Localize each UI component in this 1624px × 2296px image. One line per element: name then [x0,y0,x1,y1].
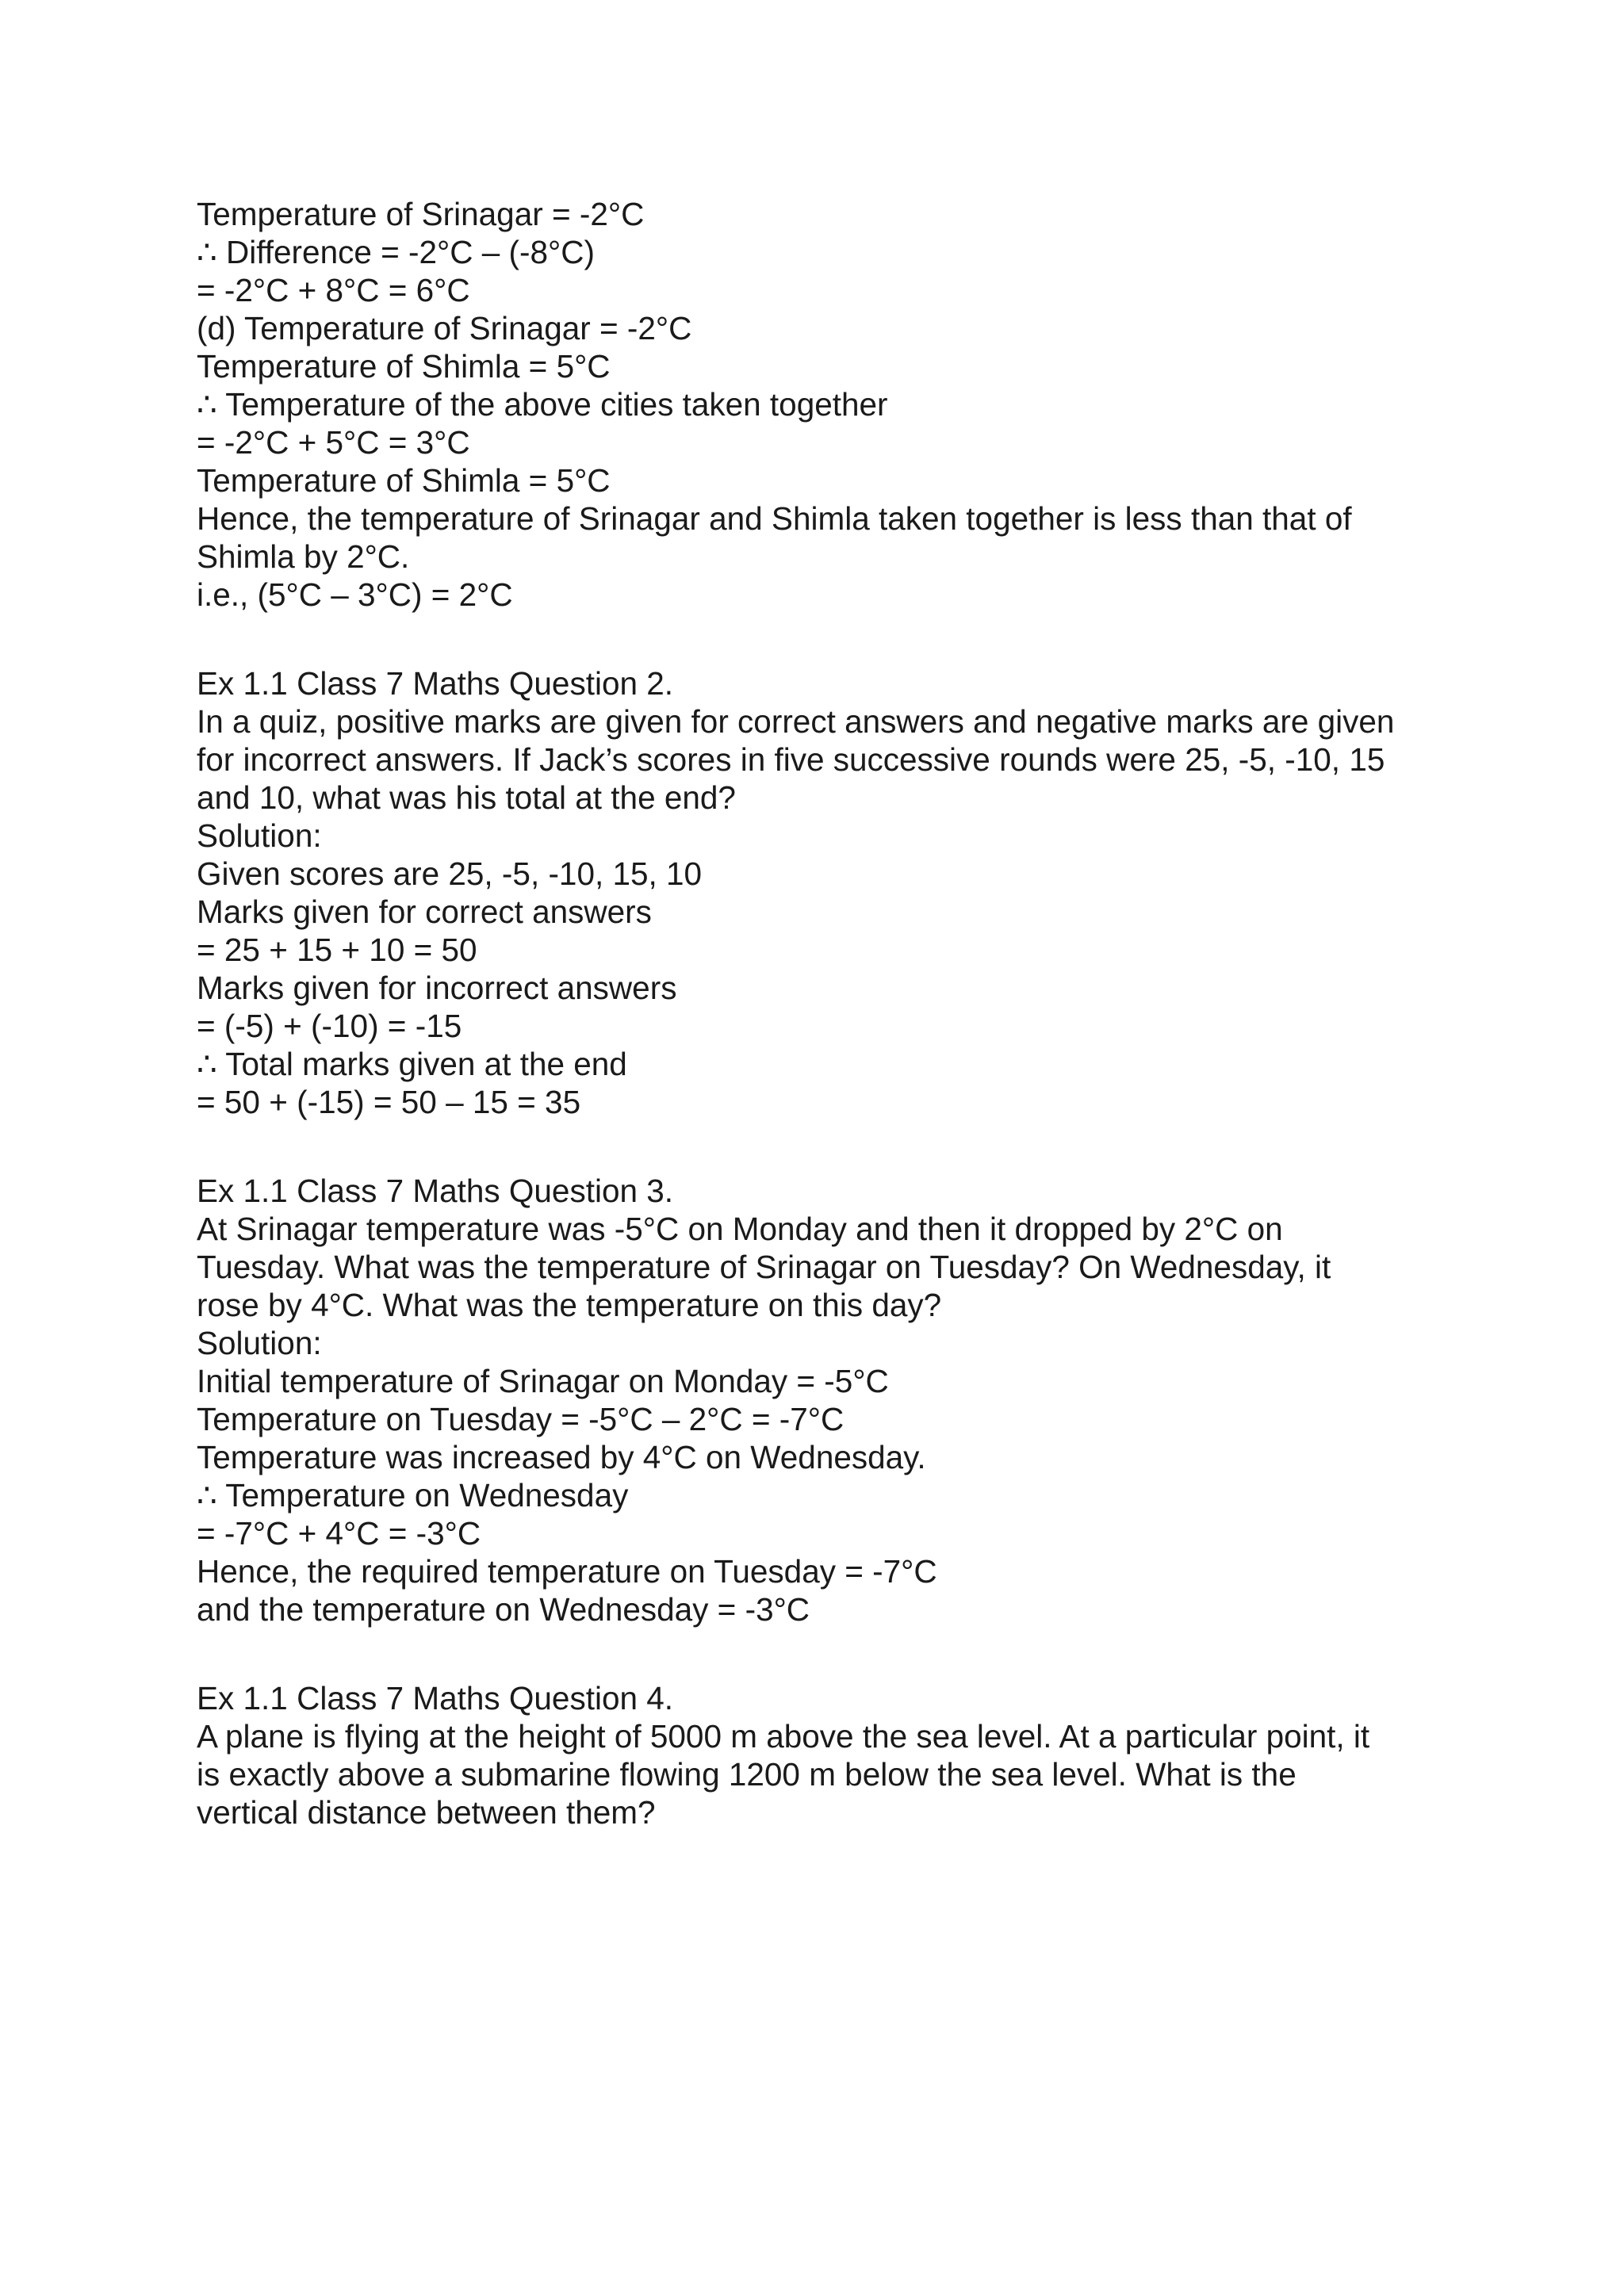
text-line: Temperature of Srinagar = -2°C [197,196,645,232]
question-2-block [197,664,1434,1121]
solution-line: Hence, the required temperature on Tuesday = -7°C [197,1553,937,1590]
solution-line: = 50 + (-15) = 50 – 15 = 35 [197,1084,581,1120]
question-4-block [197,1679,1434,1831]
solution-line: Initial temperature of Srinagar on Monday = -5°C [197,1363,889,1399]
text-line: ∴ Difference = -2°C – (-8°C) [197,234,595,270]
question-2-heading: Ex 1.1 Class 7 Maths Question 2. [197,665,674,702]
text-line: ∴ Temperature of the above cities taken together [197,386,888,423]
solution-line: = 25 + 15 + 10 = 50 [197,932,477,968]
document-page [197,195,1434,1831]
solution-line: = (-5) + (-10) = -15 [197,1008,462,1044]
solution-line: Given scores are 25, -5, -10, 15, 10 [197,855,703,892]
question-text-line: for incorrect answers. If Jack’s scores in five successive rounds were 25, -5, -10, 15 [197,741,1385,778]
question-text-line: vertical distance between them? [197,1794,656,1831]
solution-label: Solution: [197,1325,322,1361]
solution-line: = -7°C + 4°C = -3°C [197,1515,481,1552]
solution-line: Marks given for correct answers [197,894,652,930]
question-3-heading: Ex 1.1 Class 7 Maths Question 3. [197,1173,674,1209]
solution-label: Solution: [197,817,322,854]
text-line: Hence, the temperature of Srinagar and Shimla taken together is less than that of [197,500,1352,537]
question-text-line: and 10, what was his total at the end? [197,779,736,816]
solution-line: ∴ Total marks given at the end [197,1046,627,1082]
question-text-line: is exactly above a submarine flowing 1200 m below the sea level. What is the [197,1756,1297,1793]
text-line: (d) Temperature of Srinagar = -2°C [197,310,692,346]
solution-line: Temperature on Tuesday = -5°C – 2°C = -7°C [197,1401,845,1437]
question-text-line: A plane is flying at the height of 5000 m above the sea level. At a particular point, it [197,1718,1370,1755]
solution-line: Temperature was increased by 4°C on Wednesday. [197,1439,926,1475]
text-line: = -2°C + 5°C = 3°C [197,424,470,461]
question-text-line: At Srinagar temperature was -5°C on Monday and then it dropped by 2°C on [197,1211,1283,1247]
text-line: = -2°C + 8°C = 6°C [197,272,470,308]
solution-line: Marks given for incorrect answers [197,970,677,1006]
question-text-line: In a quiz, positive marks are given for correct answers and negative marks are given [197,703,1395,740]
text-line: Temperature of Shimla = 5°C [197,462,611,499]
question-text-line: Tuesday. What was the temperature of Srinagar on Tuesday? On Wednesday, it [197,1249,1331,1285]
solution-line: and the temperature on Wednesday = -3°C [197,1591,810,1628]
question-3-block [197,1172,1434,1628]
text-line: Shimla by 2°C. [197,538,410,575]
text-line: Temperature of Shimla = 5°C [197,348,611,385]
previous-question-continuation [197,195,1434,614]
solution-line: ∴ Temperature on Wednesday [197,1477,629,1513]
question-4-heading: Ex 1.1 Class 7 Maths Question 4. [197,1680,674,1716]
text-line: i.e., (5°C – 3°C) = 2°C [197,576,513,613]
question-text-line: rose by 4°C. What was the temperature on this day? [197,1287,942,1323]
